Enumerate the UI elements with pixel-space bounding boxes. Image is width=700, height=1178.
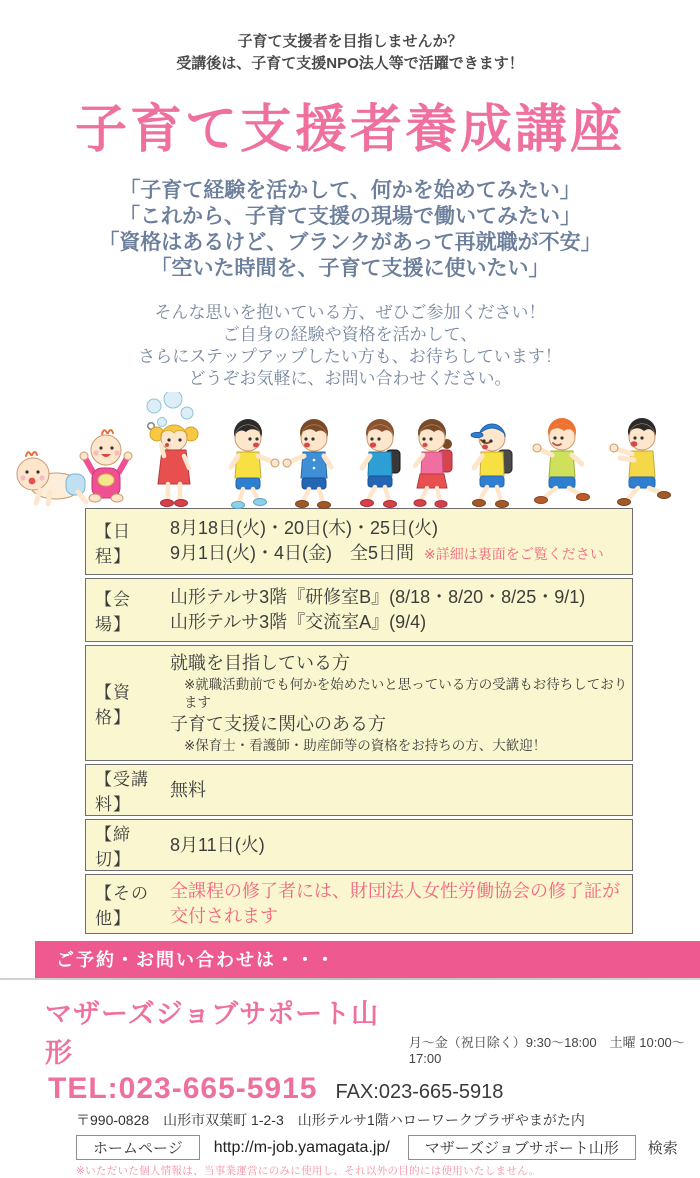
table-row-venue	[85, 578, 633, 642]
intro-line: さらにステップアップしたい方も、お待ちしています！	[138, 347, 562, 366]
course-table	[85, 508, 633, 934]
table-row-deadline	[85, 819, 633, 871]
cap-boy-figure	[471, 424, 512, 508]
running-boy-yellow-figure	[610, 418, 671, 506]
row-label: 【資 格】	[95, 683, 149, 727]
business-hours: 月～金（祝日除く）9:30～18:00 土曜 10:00～17:00	[408, 1035, 685, 1066]
row-label: 【その他】	[95, 884, 149, 928]
sitting-baby-figure	[80, 430, 132, 502]
row-label: 【会 場】	[95, 590, 149, 634]
qualification-line1: 就職を目指している方	[170, 653, 350, 673]
venue-line1: 山形テルサ3階『研修室B』(8/18・8/20・8/25・9/1)	[170, 587, 586, 607]
qualification-note2: ※保育士・看護師・助産師等の資格をお持ちの方、大歓迎！	[184, 738, 547, 753]
table-row-fee	[85, 764, 633, 816]
schedule-line1: 8月18日(火)・20日(木)・25日(火)	[170, 518, 439, 538]
running-boy-green-figure	[533, 418, 590, 504]
table-row-schedule	[85, 508, 633, 575]
quote-line: 「資格はあるけど、ブランクがあって再就職が不安」	[98, 231, 602, 254]
organization-name: マザーズジョブサポート山形	[45, 999, 380, 1068]
fax-number: FAX:023-665-5918	[335, 1081, 504, 1103]
children-illustration	[0, 392, 700, 514]
postal-address: 〒990-0828 山形市双葉町 1-2-3 山形テルサ1階ハローワークプラザやまがた内	[76, 1112, 585, 1128]
janken-boy-yellow-figure	[231, 419, 279, 509]
venue-line2: 山形テルサ3階『交流室A』(9/4)	[170, 612, 427, 632]
phone-number: TEL:023-665-5915	[48, 1072, 318, 1105]
schedule-note: ※詳細は裏面をご覧ください	[424, 546, 604, 562]
schedule-line2: 9月1日(火)・4日(金) 全5日間	[170, 543, 415, 563]
table-row-qualification	[85, 645, 633, 761]
website-url: http://m-job.yamagata.jp/	[213, 1138, 390, 1156]
fee-value: 無料	[170, 779, 206, 800]
janken-boy-blue-figure	[283, 419, 331, 509]
row-label: 【締 切】	[95, 825, 149, 869]
scan-artifact-line	[0, 978, 700, 980]
quotes-block	[0, 178, 700, 282]
intro-line: ご自身の経験や資格を活かして、	[222, 325, 478, 344]
qualification-line2: 子育て支援に関心のある方	[170, 714, 386, 734]
quote-line: 「空いた時間を、子育て支援に使いたい」	[150, 257, 550, 280]
contact-band: ご予約・お問い合わせは・・・	[35, 941, 700, 979]
deadline-value: 8月11日(火)	[170, 834, 265, 855]
school-boy-figure	[361, 419, 401, 508]
school-girl-figure	[414, 419, 452, 507]
bubble-girl-figure	[147, 392, 198, 507]
homepage-box: ホームページ	[76, 1135, 200, 1160]
search-keyword-box: マザーズジョブサポート山形	[408, 1135, 636, 1160]
row-label: 【日 程】	[95, 521, 149, 566]
intro-block	[0, 302, 700, 390]
quote-line: 「これから、子育て支援の現場で働いてみたい」	[119, 205, 581, 228]
header-line2: 受講後は、子育て支援NPO法人等で活躍できます！	[176, 55, 524, 72]
intro-line: そんな思いを抱いている方、ぜひご参加ください！	[154, 303, 546, 322]
search-label: 検索	[647, 1140, 678, 1157]
qualification-note1: ※就職活動前でも何かを始めたいと思っている方の受講もお待ちしております	[184, 677, 628, 710]
intro-line: どうぞお気軽に、お問い合わせください。	[188, 369, 512, 388]
table-row-other	[85, 874, 633, 934]
quote-line: 「子育て経験を活かして、何かを始めてみたい」	[119, 179, 581, 202]
row-label: 【受講料】	[95, 770, 149, 814]
page-title: 子育て支援者養成講座	[74, 101, 625, 159]
privacy-note: ※いただいた個人情報は、当事業運営にのみに使用し、それ以外の目的には使用いたしません。	[76, 1165, 540, 1177]
other-value: 全課程の修了者には、財団法人女性労働協会の修了証が交付されます	[170, 881, 620, 926]
crawling-baby-figure	[17, 452, 86, 504]
header-line1: 子育て支援者を目指しませんか？	[237, 33, 463, 50]
